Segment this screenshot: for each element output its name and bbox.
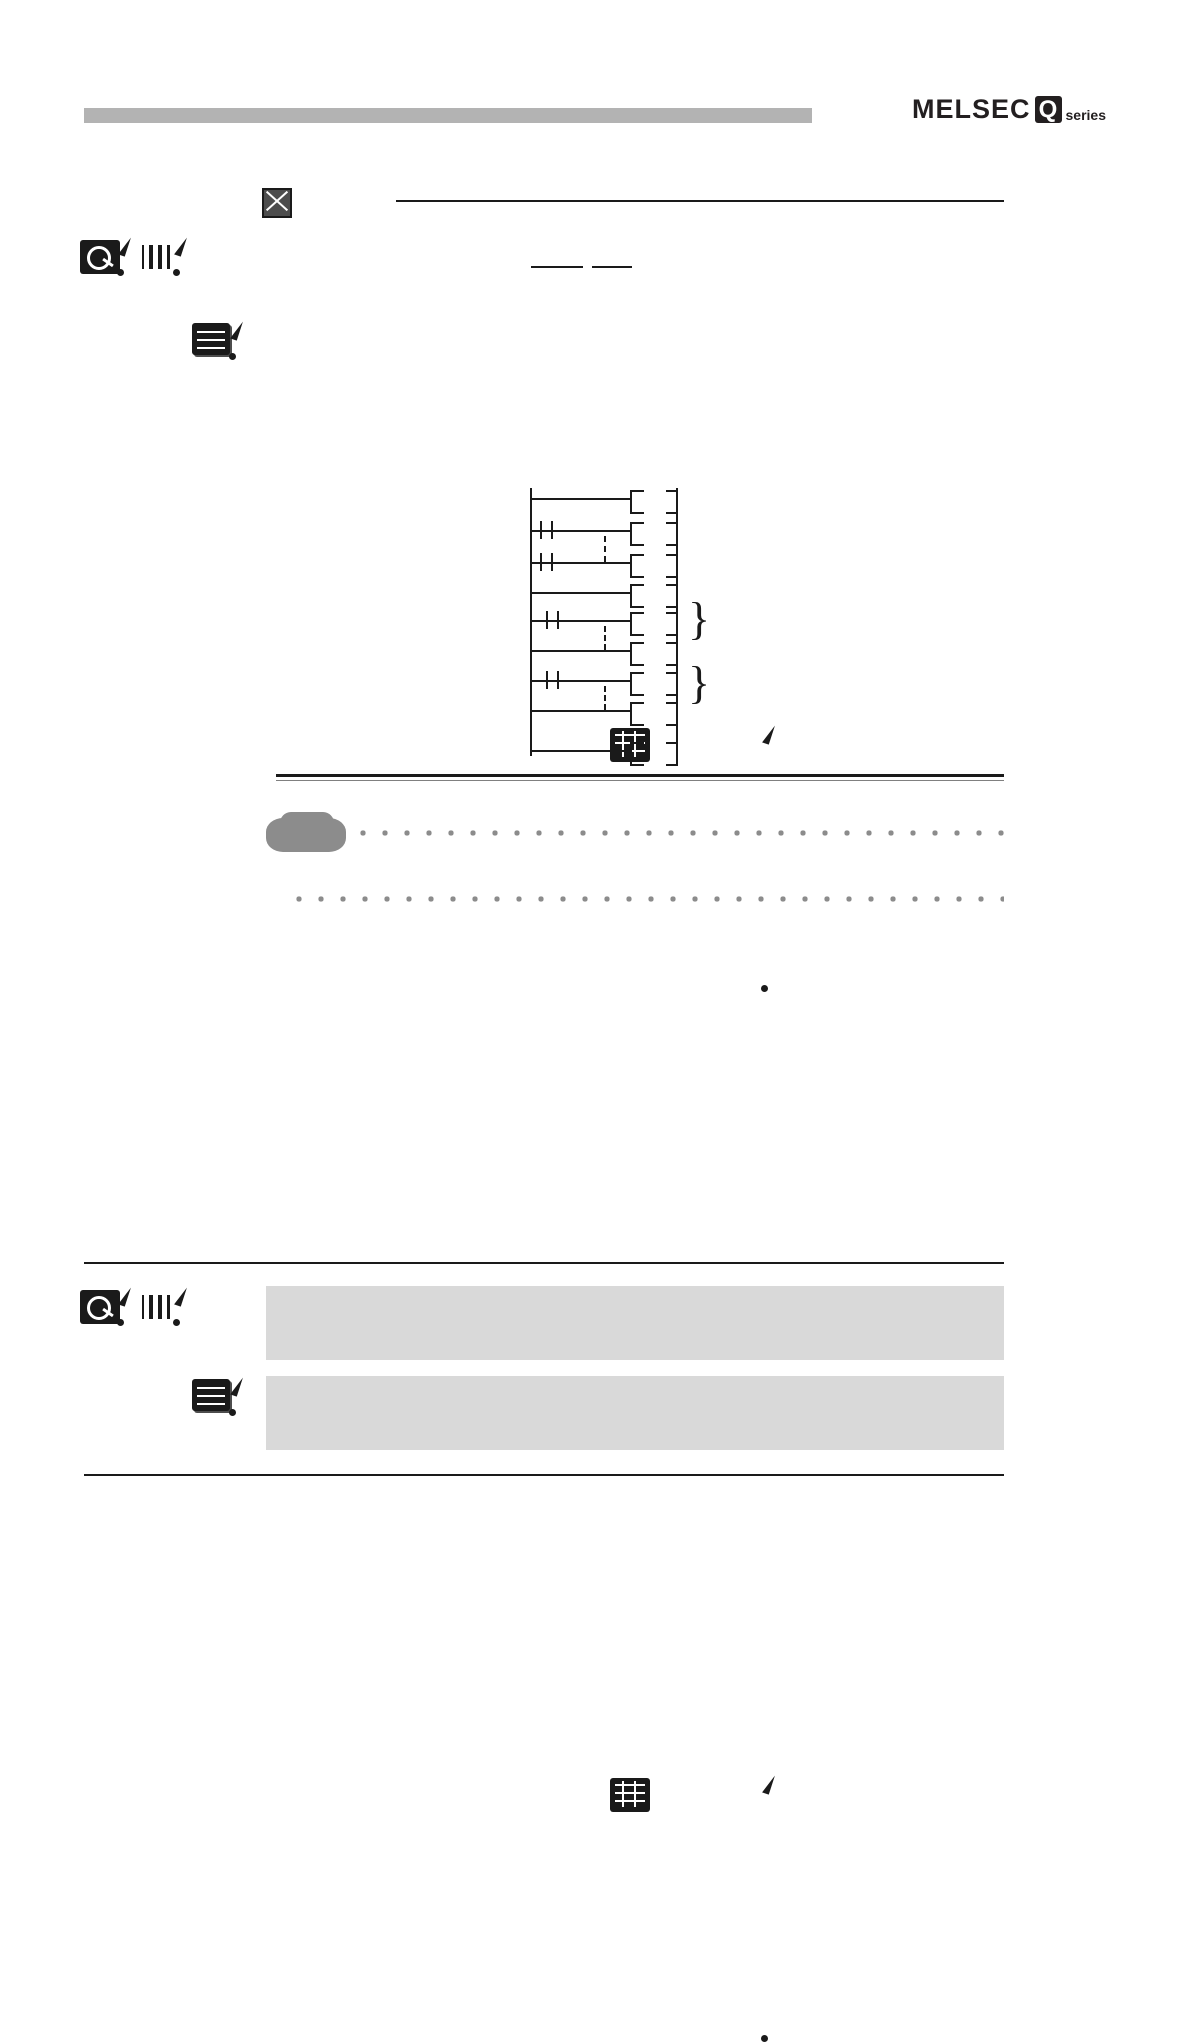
ladder-output-bracket xyxy=(666,702,678,726)
ladder-program-diagram xyxy=(530,488,690,756)
icon-row-note-2 xyxy=(192,1378,238,1418)
horizontal-rule-footer xyxy=(84,1474,1004,1476)
ladder-contact xyxy=(546,611,560,629)
ladder-instruction-bracket xyxy=(630,742,644,766)
note-box-1 xyxy=(266,1286,1004,1360)
ladder-output-bracket xyxy=(666,584,678,608)
point-callout-dotted-line-bottom xyxy=(288,896,1004,902)
horizontal-rule-section xyxy=(276,774,1004,777)
magnifier-edit-icon xyxy=(80,1288,126,1328)
ladder-edit-icon xyxy=(610,726,770,994)
ladder-edit-icon xyxy=(610,1776,770,2044)
ladder-dashed-link xyxy=(604,686,606,710)
brand-series-text: series xyxy=(1065,107,1106,123)
short-underline-1 xyxy=(531,266,583,268)
horizontal-rule-footer-top xyxy=(84,1262,1004,1264)
ladder-output-bracket xyxy=(666,490,678,514)
crossed-box-icon xyxy=(262,188,292,218)
brand-q-badge: Q xyxy=(1035,96,1062,123)
ladder-instruction-bracket xyxy=(630,554,644,578)
ladder-output-bracket xyxy=(666,554,678,578)
ladder-output-bracket xyxy=(666,522,678,546)
short-underline-2 xyxy=(592,266,632,268)
ladder-instruction-bracket xyxy=(630,584,644,608)
ladder-instruction-bracket xyxy=(630,642,644,666)
note-box-2 xyxy=(266,1376,1004,1450)
point-callout-blob xyxy=(266,818,346,852)
ladder-dashed-link xyxy=(604,626,606,650)
ladder-output-bracket xyxy=(666,642,678,666)
ladder-rung xyxy=(532,710,632,712)
brand-logo xyxy=(912,96,1106,123)
magnifier-edit-icon xyxy=(80,238,126,278)
horizontal-rule-top xyxy=(396,200,1004,202)
ladder-instruction-bracket xyxy=(630,672,644,696)
stacked-ladder-edit-icon xyxy=(192,1378,238,1418)
icon-row-top xyxy=(80,238,182,278)
ladder-instruction-bracket xyxy=(630,490,644,514)
ladder-rung xyxy=(532,498,632,500)
ladder-instruction-bracket xyxy=(630,612,644,636)
ladder-contact xyxy=(540,521,554,539)
header-accent-bar xyxy=(84,108,812,123)
ladder-contact xyxy=(540,553,554,571)
ladder-rung xyxy=(532,650,632,652)
stacked-ladder-edit-icon xyxy=(192,322,238,362)
ladder-instruction-bracket xyxy=(630,702,644,726)
horizontal-rule-section-thin xyxy=(276,780,1004,781)
ladder-instruction-bracket xyxy=(630,522,644,546)
ladder-left-rail xyxy=(530,488,532,756)
point-callout-dotted-line-top xyxy=(352,830,1004,836)
ladder-dashed-link xyxy=(604,536,606,562)
ladder-output-bracket xyxy=(666,672,678,696)
icon-row-note-1 xyxy=(80,1288,182,1328)
ladder-rung xyxy=(532,592,632,594)
ladder-rung xyxy=(532,750,632,752)
module-edit-icon xyxy=(136,1288,182,1328)
ladder-contact xyxy=(546,671,560,689)
ladder-output-bracket xyxy=(666,612,678,636)
ladder-brace: } xyxy=(688,593,711,644)
brand-melsec-text: MELSEC xyxy=(912,94,1031,124)
icon-row-stacked xyxy=(192,322,238,362)
ladder-output-bracket xyxy=(666,742,678,766)
ladder-brace: } xyxy=(688,657,711,708)
ladder-brace-group xyxy=(688,593,728,736)
module-edit-icon xyxy=(136,238,182,278)
